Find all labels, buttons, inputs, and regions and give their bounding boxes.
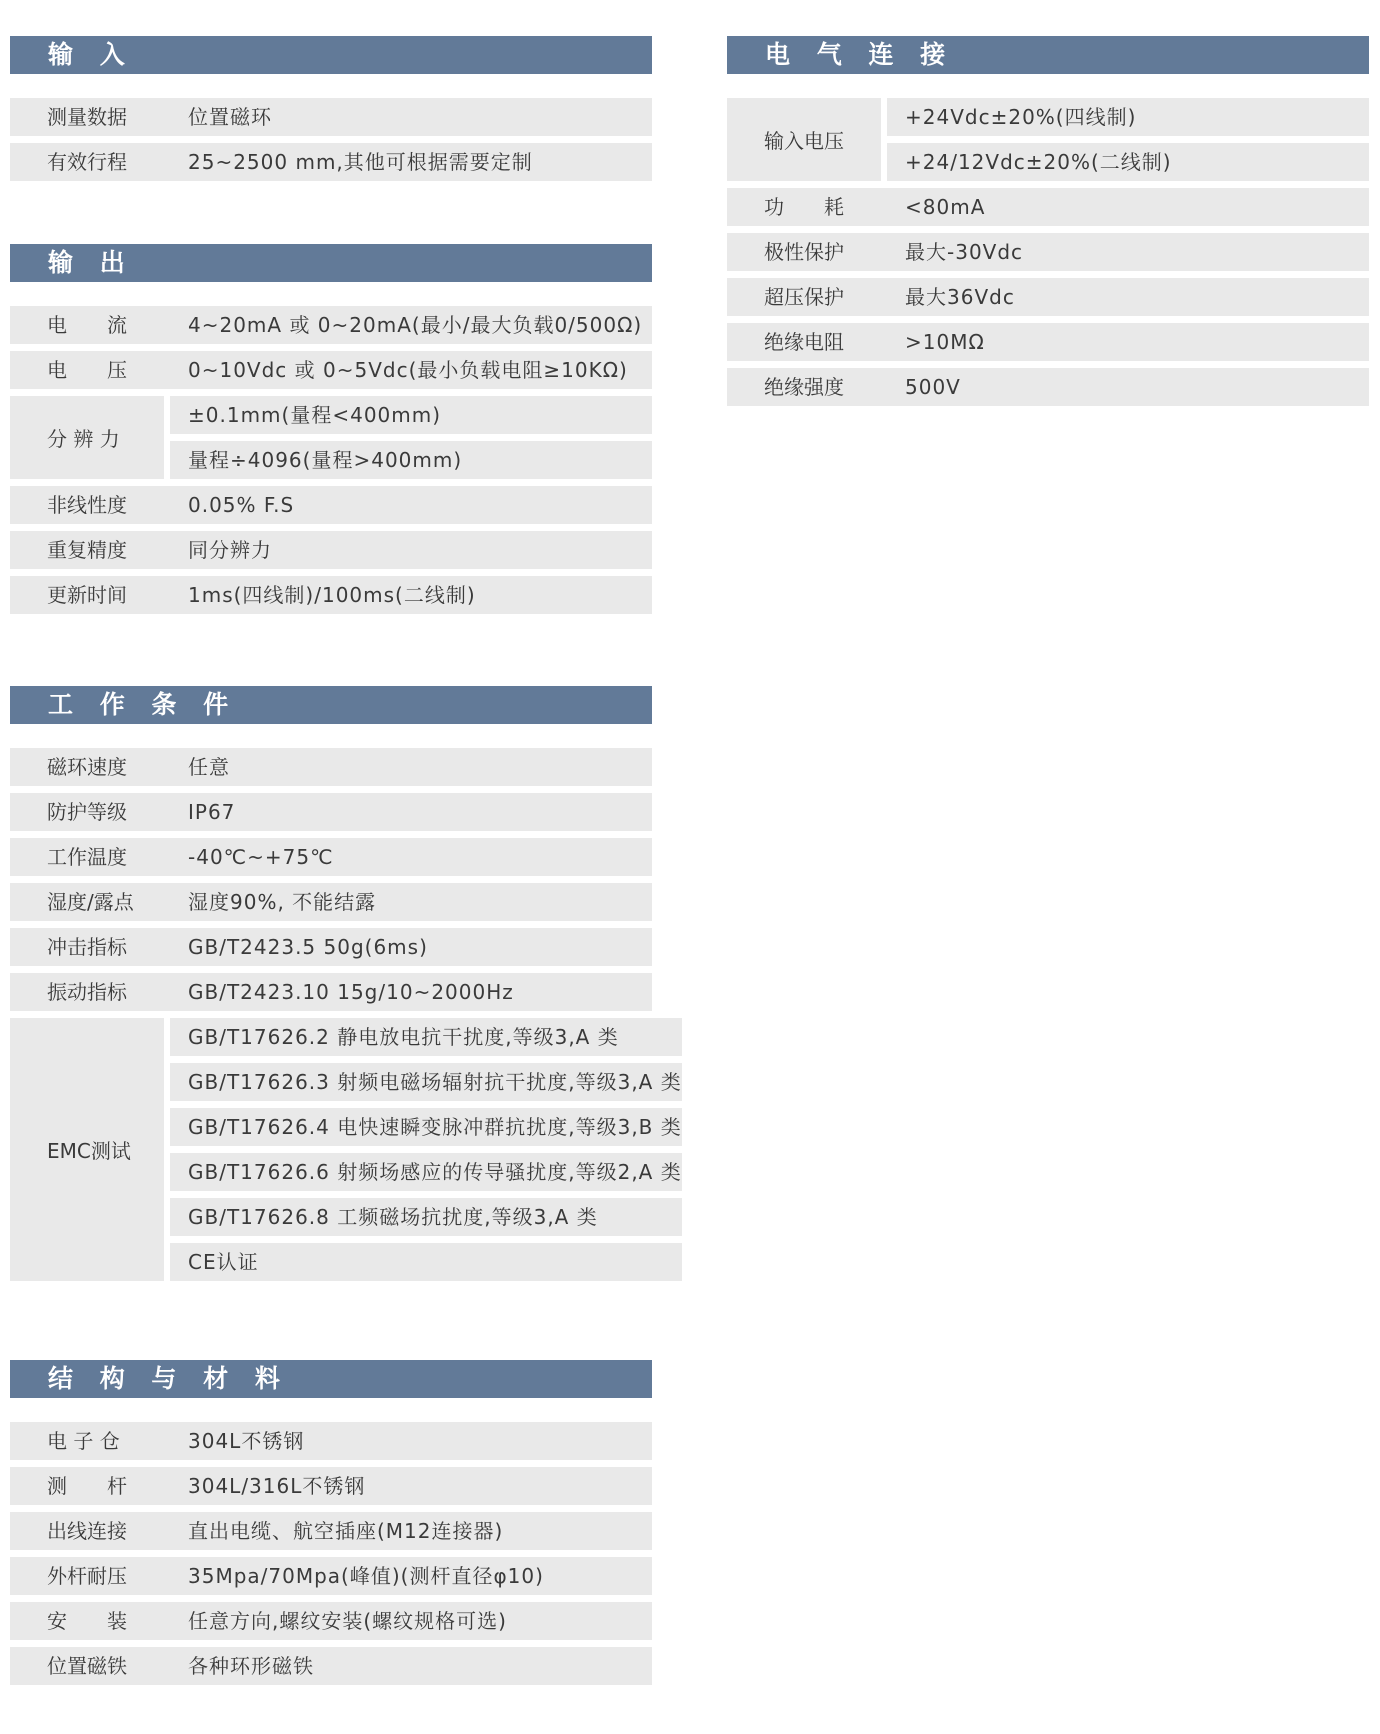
row-value: 304L不锈钢 bbox=[164, 1422, 652, 1460]
row-value: ±0.1mm(量程<400mm) bbox=[170, 396, 652, 434]
row-value: CE认证 bbox=[170, 1243, 682, 1281]
input-voltage-values bbox=[887, 98, 1369, 181]
row-label: 磁环速度 bbox=[10, 748, 164, 786]
row-label: 电 压 bbox=[10, 351, 164, 389]
row-value: 1ms(四线制)/100ms(二线制) bbox=[164, 576, 652, 614]
table-row bbox=[10, 351, 652, 389]
row-label: 安 装 bbox=[10, 1602, 164, 1640]
row-value: 35Mpa/70Mpa(峰值)(测杆直径φ10) bbox=[164, 1557, 652, 1595]
row-label: 位置磁铁 bbox=[10, 1647, 164, 1685]
row-value: GB/T17626.8 工频磁场抗扰度,等级3,A 类 bbox=[170, 1198, 682, 1236]
input-voltage-group bbox=[727, 98, 1369, 181]
row-value: 最大-30Vdc bbox=[881, 233, 1369, 271]
resolution-values bbox=[170, 396, 652, 479]
row-label: 湿度/露点 bbox=[10, 883, 164, 921]
row-label: 测量数据 bbox=[10, 98, 164, 136]
row-value: 最大36Vdc bbox=[881, 278, 1369, 316]
table-row bbox=[727, 368, 1369, 406]
row-label: 绝缘强度 bbox=[727, 368, 881, 406]
row-label: 外杆耐压 bbox=[10, 1557, 164, 1595]
table-row bbox=[10, 576, 652, 614]
row-label: 非线性度 bbox=[10, 486, 164, 524]
left-column bbox=[10, 36, 682, 1692]
structure-section bbox=[10, 1360, 652, 1685]
row-value: 量程÷4096(量程>400mm) bbox=[170, 441, 652, 479]
table-row bbox=[10, 748, 652, 786]
row-value: IP67 bbox=[164, 793, 652, 831]
table-row bbox=[10, 98, 652, 136]
row-label: 功 耗 bbox=[727, 188, 881, 226]
work-conditions-section bbox=[10, 686, 682, 1360]
row-value: <80mA bbox=[881, 188, 1369, 226]
input-table bbox=[10, 98, 652, 181]
row-value: 25~2500 mm,其他可根据需要定制 bbox=[164, 143, 652, 181]
table-row bbox=[727, 233, 1369, 271]
table-row bbox=[10, 1557, 652, 1595]
input-section bbox=[10, 36, 652, 244]
row-value: -40℃~+75℃ bbox=[164, 838, 652, 876]
right-column bbox=[727, 36, 1369, 413]
row-value: 位置磁环 bbox=[164, 98, 652, 136]
row-value: GB/T17626.4 电快速瞬变脉冲群抗扰度,等级3,B 类 bbox=[170, 1108, 682, 1146]
output-section bbox=[10, 244, 652, 686]
structure-table bbox=[10, 1422, 652, 1685]
row-label: 测 杆 bbox=[10, 1467, 164, 1505]
electrical-section-header: 电 气 连 接 bbox=[727, 36, 1369, 74]
row-value: 同分辨力 bbox=[164, 531, 652, 569]
row-value: 直出电缆、航空插座(M12连接器) bbox=[164, 1512, 652, 1550]
row-label: 防护等级 bbox=[10, 793, 164, 831]
row-value: GB/T2423.5 50g(6ms) bbox=[164, 928, 652, 966]
row-label: 电 子 仓 bbox=[10, 1422, 164, 1460]
table-row bbox=[10, 143, 652, 181]
table-row bbox=[10, 531, 652, 569]
table-row bbox=[10, 838, 652, 876]
row-value: >10MΩ bbox=[881, 323, 1369, 361]
table-row bbox=[10, 1467, 652, 1505]
row-value: 任意方向,螺纹安装(螺纹规格可选) bbox=[164, 1602, 652, 1640]
row-label: EMC测试 bbox=[10, 1018, 164, 1281]
table-row bbox=[727, 278, 1369, 316]
work-conditions-section-header: 工 作 条 件 bbox=[10, 686, 652, 724]
table-row bbox=[10, 306, 652, 344]
input-section-header: 输 入 bbox=[10, 36, 652, 74]
row-label: 电 流 bbox=[10, 306, 164, 344]
row-label: 极性保护 bbox=[727, 233, 881, 271]
resolution-group bbox=[10, 396, 652, 479]
row-label: 超压保护 bbox=[727, 278, 881, 316]
emc-group bbox=[10, 1018, 682, 1281]
row-label: 有效行程 bbox=[10, 143, 164, 181]
row-value: 500V bbox=[881, 368, 1369, 406]
electrical-table bbox=[727, 98, 1369, 406]
row-value: +24/12Vdc±20%(二线制) bbox=[887, 143, 1369, 181]
table-row bbox=[10, 883, 652, 921]
table-row bbox=[10, 793, 652, 831]
table-row bbox=[10, 1647, 652, 1685]
row-label: 更新时间 bbox=[10, 576, 164, 614]
row-label: 冲击指标 bbox=[10, 928, 164, 966]
row-label: 输入电压 bbox=[727, 98, 881, 181]
row-value: 304L/316L不锈钢 bbox=[164, 1467, 652, 1505]
emc-values bbox=[170, 1018, 682, 1281]
row-value: GB/T2423.10 15g/10~2000Hz bbox=[164, 973, 652, 1011]
row-value: GB/T17626.2 静电放电抗干扰度,等级3,A 类 bbox=[170, 1018, 682, 1056]
row-value: 各种环形磁铁 bbox=[164, 1647, 652, 1685]
row-value: 0.05% F.S bbox=[164, 486, 652, 524]
row-label: 出线连接 bbox=[10, 1512, 164, 1550]
row-label: 绝缘电阻 bbox=[727, 323, 881, 361]
row-value: 任意 bbox=[164, 748, 652, 786]
row-value: GB/T17626.3 射频电磁场辐射抗干扰度,等级3,A 类 bbox=[170, 1063, 682, 1101]
work-conditions-table bbox=[10, 748, 682, 1281]
table-row bbox=[10, 1422, 652, 1460]
row-value: 湿度90%, 不能结露 bbox=[164, 883, 652, 921]
table-row bbox=[10, 973, 652, 1011]
output-table bbox=[10, 306, 652, 614]
table-row bbox=[727, 323, 1369, 361]
row-value: +24Vdc±20%(四线制) bbox=[887, 98, 1369, 136]
row-label: 重复精度 bbox=[10, 531, 164, 569]
table-row bbox=[10, 928, 652, 966]
structure-section-header: 结 构 与 材 料 bbox=[10, 1360, 652, 1398]
table-row bbox=[727, 188, 1369, 226]
table-row bbox=[10, 1512, 652, 1550]
electrical-section bbox=[727, 36, 1369, 406]
row-value: GB/T17626.6 射频场感应的传导骚扰度,等级2,A 类 bbox=[170, 1153, 682, 1191]
table-row bbox=[10, 1602, 652, 1640]
table-row bbox=[10, 486, 652, 524]
row-label: 分 辨 力 bbox=[10, 396, 164, 479]
output-section-header: 输 出 bbox=[10, 244, 652, 282]
row-value: 4~20mA 或 0~20mA(最小/最大负载0/500Ω) bbox=[164, 306, 652, 344]
row-label: 工作温度 bbox=[10, 838, 164, 876]
row-value: 0~10Vdc 或 0~5Vdc(最小负载电阻≥10KΩ) bbox=[164, 351, 652, 389]
row-label: 振动指标 bbox=[10, 973, 164, 1011]
